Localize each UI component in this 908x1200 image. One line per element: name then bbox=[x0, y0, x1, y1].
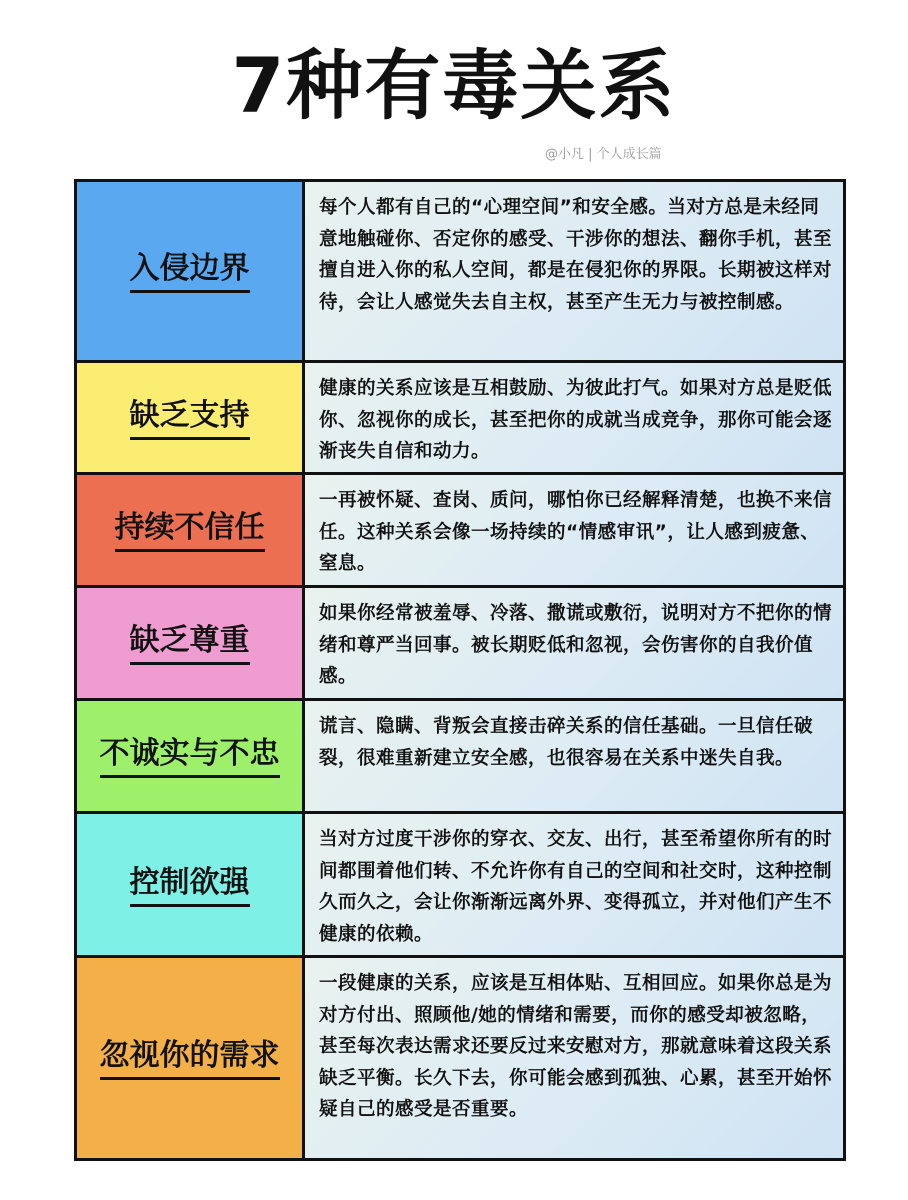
table-row bbox=[77, 958, 843, 1158]
row-label-cell bbox=[77, 958, 305, 1158]
row-label-cell bbox=[77, 814, 305, 955]
row-description: 谎言、隐瞒、背叛会直接击碎关系的信任基础。一旦信任破裂，很难重新建立安全感，也很容易在关系中迷失自我。 bbox=[305, 701, 843, 811]
row-label: 缺乏支持 bbox=[130, 396, 250, 440]
toxic-relationships-table bbox=[74, 179, 846, 1161]
table-row bbox=[77, 182, 843, 363]
table-row bbox=[77, 363, 843, 475]
row-label-cell bbox=[77, 701, 305, 811]
row-description: 当对方过度干涉你的穿衣、交友、出行，甚至希望你所有的时间都围着他们转、不允许你有自己的空间和社交时，这种控制久而久之，会让你渐渐远离外界、变得孤立，并对他们产生不健康的依赖。 bbox=[305, 814, 843, 955]
row-label: 不诚实与不忠 bbox=[100, 734, 280, 778]
row-description: 健康的关系应该是互相鼓励、为彼此打气。如果对方总是贬低你、忽视你的成长，甚至把你的成就当成竞争，那你可能会逐渐丧失自信和动力。 bbox=[305, 363, 843, 472]
row-label: 入侵边界 bbox=[130, 249, 250, 293]
row-description: 一段健康的关系，应该是互相体贴、互相回应。如果你总是为对方付出、照顾他/她的情绪和需要，而你的感受却被忽略，甚至每次表达需求还要反过来安慰对方，那就意味着这段关系缺乏平衡。长久下去，你可能会感到孤独、心累，甚至开始怀疑自己的感受是否重要。 bbox=[305, 958, 843, 1158]
row-label: 缺乏尊重 bbox=[130, 621, 250, 665]
table-row bbox=[77, 814, 843, 958]
row-label-cell bbox=[77, 363, 305, 472]
row-label-cell bbox=[77, 182, 305, 360]
row-description: 如果你经常被羞辱、冷落、撒谎或敷衍，说明对方不把你的情绪和尊严当回事。被长期贬低和忽视，会伤害你的自我价值感。 bbox=[305, 588, 843, 698]
row-description: 一再被怀疑、查岗、质问，哪怕你已经解释清楚，也换不来信任。这种关系会像一场持续的“情感审讯”，让人感到疲惫、窒息。 bbox=[305, 475, 843, 585]
row-label: 控制欲强 bbox=[130, 863, 250, 907]
row-label: 持续不信任 bbox=[115, 508, 265, 552]
row-description: 每个人都有自己的“心理空间”和安全感。当对方总是未经同意地触碰你、否定你的感受、干涉你的想法、翻你手机，甚至擅自进入你的私人空间，都是在侵犯你的界限。长期被这样对待，会让人感觉失去自主权，甚至产生无力与被控制感。 bbox=[305, 182, 843, 360]
table-row bbox=[77, 475, 843, 588]
table-row bbox=[77, 588, 843, 701]
table-row bbox=[77, 701, 843, 814]
page-title: 7种有毒关系 bbox=[231, 41, 677, 130]
row-label: 忽视你的需求 bbox=[100, 1036, 280, 1080]
row-label-cell bbox=[77, 475, 305, 585]
author-byline: @小凡 | 个人成长篇 bbox=[545, 147, 662, 162]
row-label-cell bbox=[77, 588, 305, 698]
